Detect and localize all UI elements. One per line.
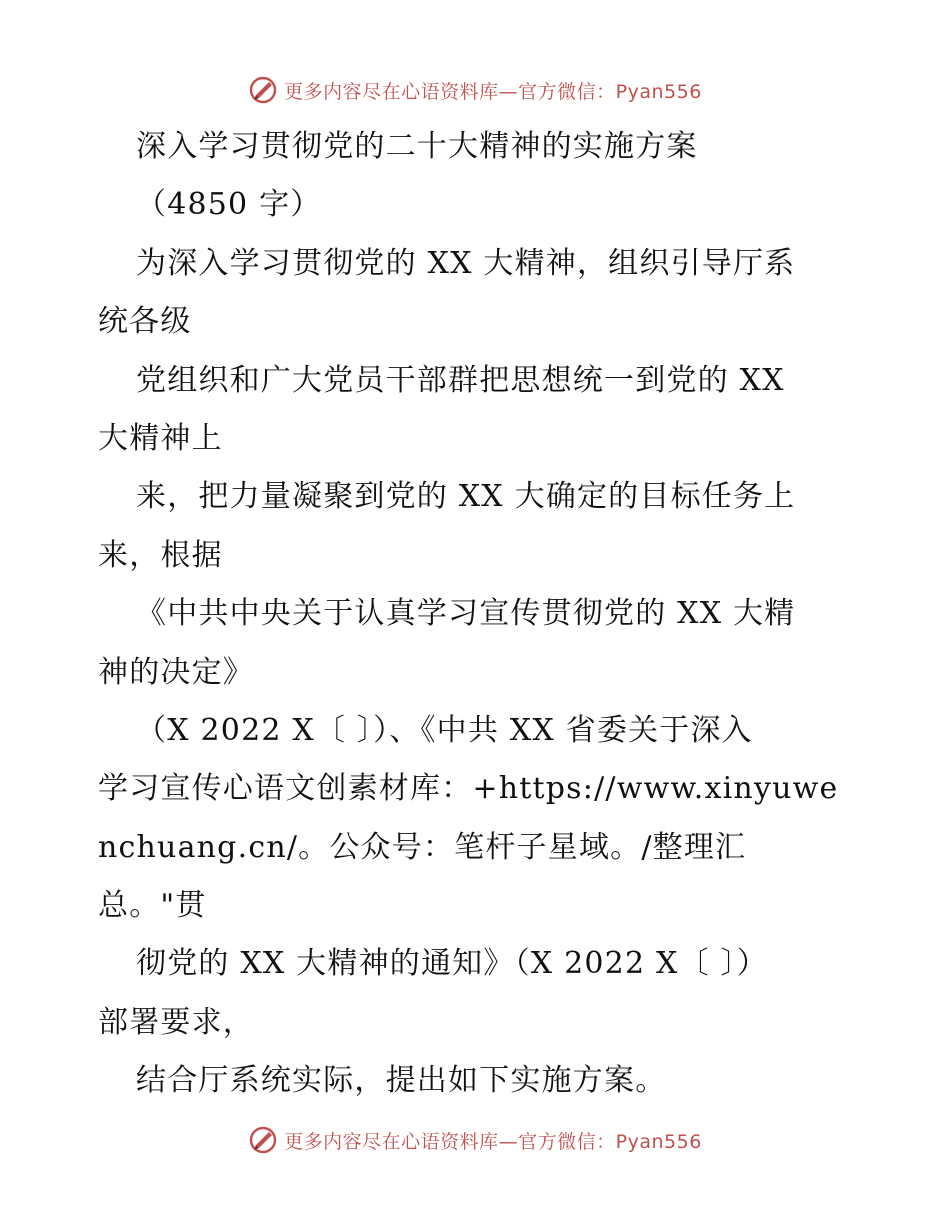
- document-line: 结合厅系统实际，提出如下实施方案。: [136, 1063, 667, 1099]
- document-line: 党组织和广大党员干部群把思想统一到党的 XX: [136, 362, 785, 398]
- document-line: nchuang.cn/。公众号：笔杆子星域。/整理汇: [98, 829, 747, 865]
- document-line: 来，根据: [98, 537, 223, 573]
- document-body: [98, 118, 858, 1111]
- document-line: （X 2022 X〔 〕）、《中共 XX 省委关于深入: [136, 712, 753, 748]
- brand-logo-icon: [248, 1125, 278, 1155]
- document-line: 深入学习贯彻党的二十大精神的实施方案: [136, 129, 698, 164]
- document-line: 彻党的 XX 大精神的通知》（X 2022 X〔 〕）: [136, 946, 768, 982]
- document-line: 来，把力量凝聚到党的 XX 大确定的目标任务上: [136, 479, 796, 515]
- document-line: 统各级: [98, 304, 192, 340]
- watermark-text: 更多内容尽在心语资料库—官方微信：Pyan556: [284, 1130, 702, 1153]
- document-line: （4850 字）: [136, 187, 322, 223]
- watermark-text: 更多内容尽在心语资料库—官方微信：Pyan556: [284, 80, 702, 103]
- document-line: 总。"贯: [98, 888, 207, 924]
- watermark-footer: [0, 1122, 950, 1158]
- document-line: 神的决定》: [98, 654, 254, 690]
- document-line: 大精神上: [98, 420, 223, 456]
- document-line: 学习宣传心语文创素材库：+https://www.xinyuwe: [98, 771, 839, 807]
- watermark-header: [0, 72, 950, 108]
- brand-logo-icon: [248, 75, 278, 105]
- document-line: 为深入学习贯彻党的 XX 大精神，组织引导厅系: [136, 245, 796, 281]
- document-line: 部署要求，: [98, 1004, 254, 1040]
- document-line: 《中共中央关于认真学习宣传贯彻党的 XX 大精: [136, 596, 796, 632]
